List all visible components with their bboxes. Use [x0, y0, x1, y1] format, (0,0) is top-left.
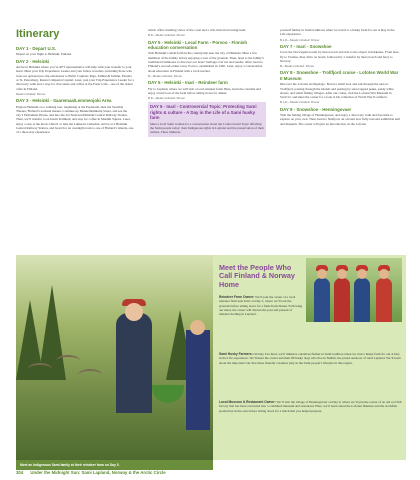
day-heading: DAY 2 - Helsinki — [16, 58, 50, 64]
meals-note: B—Meals included: Dinner — [148, 73, 183, 78]
itinerary-column-3 — [280, 28, 400, 127]
day-description: Discover the Lofoten Archipelago. Board a small boat and sail through the narrow Trollfjord, passing through the islands and passing by snowcapped peaks, sandy white shores, and small fishing villages. After our cruise, visit the Lofoten War Museum in Svolvær, and meet the owner for a look at his collection of World War II artifacts. — [280, 82, 394, 100]
page-number: 304 — [16, 470, 24, 475]
reindeer-antler-shape — [78, 369, 102, 381]
day-heading: DAY 5 - Helsinki - Local Farm - Porvoo - Finnish education conversation — [148, 39, 248, 50]
man-figure — [186, 330, 210, 430]
reindeer-antler-shape — [28, 363, 52, 375]
paragraph-text: On Day 6 in Inari, we’ll immerse ourselves further in Sami tradition when we visit a husky farm for our A Day in the Life experience. We’ll meet the owner and their 80 husky dogs who live in Nellim, the proud outdoors of rural Lapland. We’ll learn about the important role that these friendly creatures play in the Sami people’s lifestyle in this region. — [219, 352, 401, 365]
sami-family-photo — [306, 258, 402, 322]
meals-note: B,D—Meals included: Dinner — [148, 96, 186, 101]
day-description: yourself further in Sami traditions when we travel to a husky farm for our A Day in the Life experience. — [280, 28, 395, 37]
sami-person-figure — [314, 278, 330, 322]
day-heading: DAY 9 - Snowshoe - Henningsvaer — [280, 106, 352, 112]
day-description: Cross the Norwegian border by motorcoach and ride to the airport in Kirkenes. From here, fly to Tromsø, then drive on board, followed by a transfer by motorcoach and ferry to Norway. — [280, 50, 400, 63]
paragraph-lead: Local Museum & Restaurant Owner: — [219, 400, 276, 404]
sami-person-figure — [354, 278, 370, 322]
day-heading: DAY 6 - Inari - Controversial Topic: Protecting Sami rights & culture - A Day in the Life of a Sami husky farm — [150, 104, 257, 121]
face — [190, 320, 205, 335]
day-heading: DAY 8 - Snowshoe - Trollfjord cruise - Lofoten World War II Museum — [280, 70, 399, 81]
day-heading: DAY 3 - Helsinki - Saaremaa/Lemmenjoki Area — [16, 98, 112, 104]
sidebar-paragraph — [219, 352, 402, 365]
photo-caption: Meet an Indigenous Sami family at their reindeer farm on Day 5. — [20, 463, 120, 467]
sidebar-paragraph — [219, 400, 402, 413]
meals-note: B—Meals included: Dinner — [280, 64, 315, 69]
paragraph-lead: Sami Husky Farmers: — [219, 352, 253, 356]
face — [337, 269, 347, 279]
day-heading: DAY 5 - Helsinki - Inari - Reindeer farm — [148, 80, 228, 86]
face — [357, 269, 367, 279]
day-description: Fly to Lapland, where we will visit a local reindeer farm. Here, learn the customs and enjoy a brief tour of the farm before sitting down for dinner. — [148, 86, 261, 95]
day-description: Arrive in Helsinki where you’re AFT representative will help with your transfer to your hotel. Meet your Trip Experience Leader and your fellow travelers, including those who took our optional pre-trip extensions to Baltic Capitals: Riga, Tallinn & Tallinn, Estonia or St. Petersburg, Russia’s Imperial Capital. Later, join your Trip Experience Leader for a discovery walk and a stop for chocolates and coffee at the Fazer Café—one of the oldest cafés in Finland. — [16, 65, 135, 91]
paragraph-text: We’ll join the owner of a local reindeer farm near Inari on Day 5, where we’ll tour the grounds before sitting down for a farm-fresh dinner. Following our meal, the owner will discuss the past and present of reindeer herding in Lapland. — [219, 295, 303, 317]
day-heading: DAY 1 - Depart U.S. — [16, 46, 57, 51]
paragraph-text: We’ll visit the village of Henningsvaer on Day 9, where we’ll join the owner of an old cod fish factory that has been converted into a combined museum and restaurant. Here, we’ll learn about the Lofoten fisheries and the stockfish production in the area before sitting down for a lunch that you helped prepare. — [219, 400, 402, 413]
meet-the-people-title: Meet the People Who Call Finland & Norway Home — [219, 263, 295, 289]
day-description: Visit Helsinki’s small farm in the countryside near the city of Helsinki. Meet a few members of the family before enjoying a tour of the grounds. Then, head to the family’s traditional farmhouse to discover our hosts’ heritage over tea and snacks. After, head to Finland’s second-oldest town, Porvoo, established in 1346. Later, enjoy a conversation about education in Finland with a local teacher. — [148, 51, 264, 73]
woman-figure — [116, 313, 152, 413]
day-heading: DAY 7 - Inari - Snowshoe — [280, 43, 332, 49]
meals-note: B,L,D—Meals included: Dinner — [280, 100, 320, 105]
face — [379, 269, 389, 279]
face — [125, 303, 143, 321]
sami-person-figure — [334, 278, 350, 322]
sami-person-figure — [376, 278, 392, 322]
itinerary-heading: Itinerary — [16, 28, 60, 40]
meals-note: B,L,D—Meals included: Dinner — [280, 37, 320, 42]
itinerary-column-2 — [148, 28, 266, 139]
day-description: Explore Helsinki on a walking tour, beginning at the Esplanadi, then the Swedish Theater, Finland’s national theater. Continue up Mannerheimintie Street, and see the city’s Parliament House, and into the Art Nouveau Helsinki Central Railway Station. Then, we’ll transfer to an Iserm Terminal, and stop for coffee in Muslim Square. Later, enjoy a stop at the Rock Church or take the Lutheran Cathedral. Arrive at 2 Helsinki Central Railway Station, and board for an overnight train to one of Finland’s islands, one of a three-day experience. — [16, 104, 134, 135]
reindeer-antler-shape — [56, 355, 80, 367]
highlighted-day-box — [148, 102, 266, 136]
brochure-title: Under the Midnight Sun: Sami Lapland, Norway & the Arctic Circle — [30, 470, 166, 475]
reindeer-farm-photo — [16, 255, 213, 460]
green-bowl — [152, 385, 184, 403]
page-footer — [16, 470, 406, 475]
face — [317, 269, 327, 279]
paragraph-lead: Reindeer Farm Owner: — [219, 295, 255, 299]
day-description: Visit the fishing village of Henningsvaer, and enjoy a discovery walk and free time to explore on your own. Then, head to Nusfjord, an old and now fully restored exhibition hall and museum. The owner will give an introduction on the Lofoten — [280, 113, 400, 126]
meals-note: B,D—Meals included: Dinner — [148, 33, 186, 38]
day-description: Meet a local Sami woman for a conversation about the Controversial Topic affecting the Sami people today: their Indigenous rights in Lapland and the preservation of their culture. Then, immerse — [150, 121, 264, 135]
day-description: Depart on your flight to Helsinki, Finland. — [16, 52, 72, 57]
sidebar-paragraph — [219, 295, 303, 316]
meals-note: Meals included: Dinner — [16, 91, 46, 96]
itinerary-column-1 — [16, 44, 134, 136]
day-description: which offers dazzling views of the coast and a rich, historical background. — [148, 28, 246, 32]
